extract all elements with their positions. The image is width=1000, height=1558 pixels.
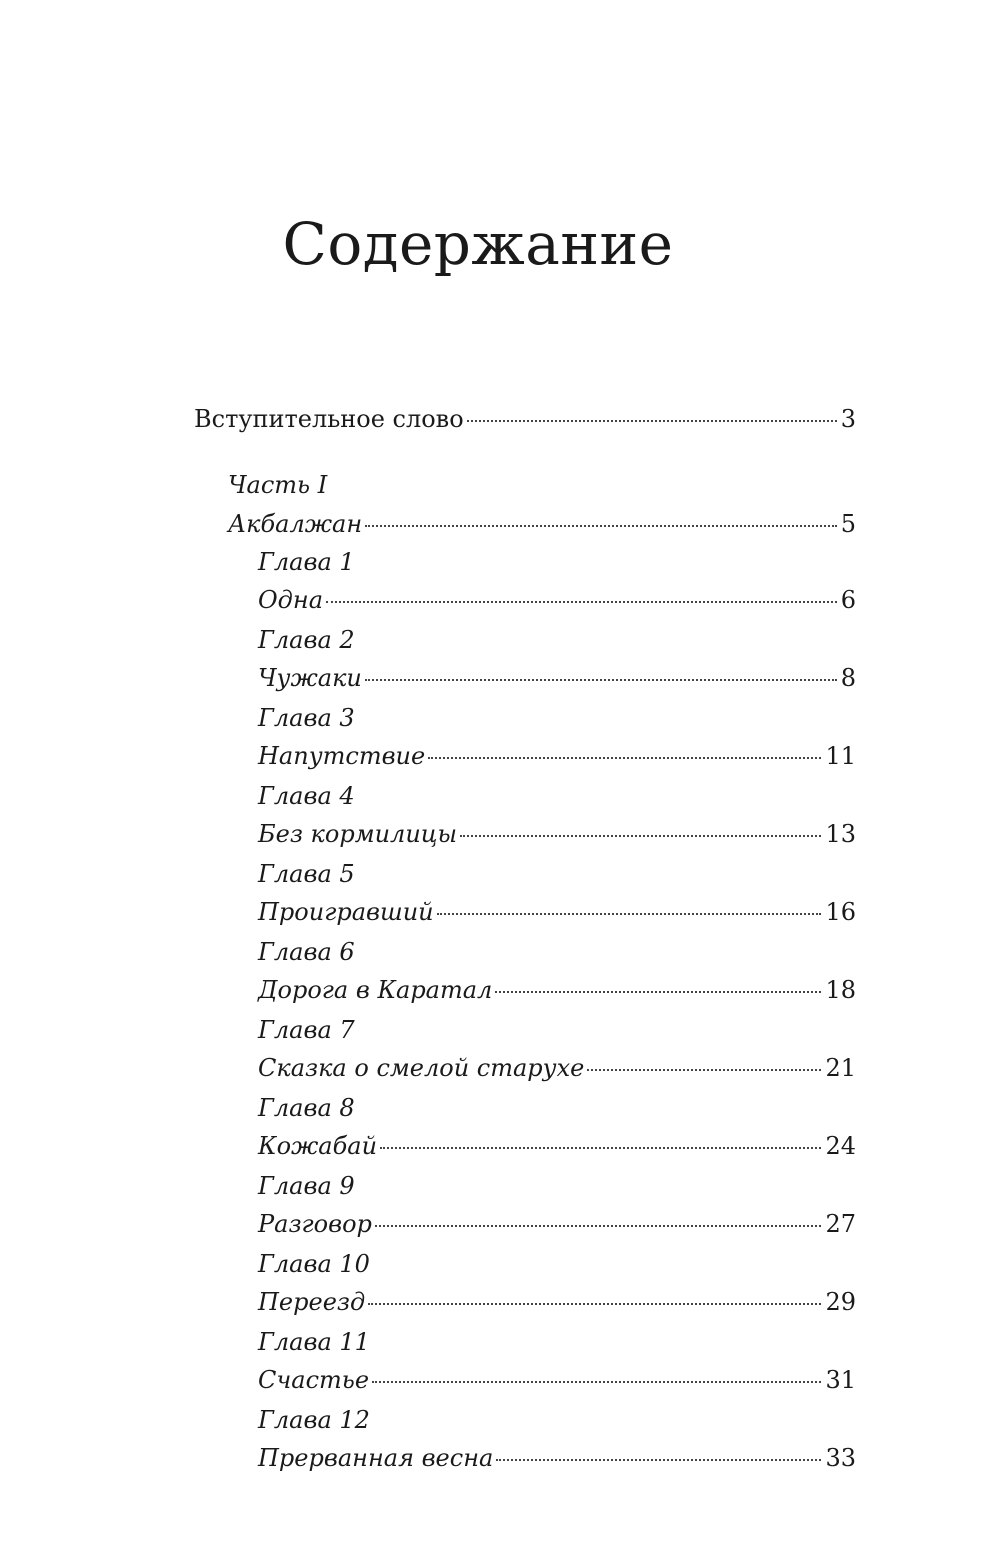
toc-entry-page: 18 [825,976,856,1004]
toc-entry-intro[interactable] [194,402,856,436]
toc-entry-page: 3 [840,405,856,433]
chapter-label: Глава 8 [258,1094,355,1122]
toc-entry-chapter[interactable] [258,661,856,695]
chapter-label: Глава 2 [258,626,355,654]
toc-entry-page: 16 [825,898,856,926]
toc-entry-part[interactable] [228,507,856,541]
toc-entry-title: Сказка о смелой старухе [258,1054,585,1082]
toc-entry-page: 33 [825,1444,856,1472]
dot-leader [372,1381,821,1383]
toc-entry-page: 31 [825,1366,856,1394]
dot-leader [437,913,822,915]
dot-leader [495,991,821,993]
toc-entry-chapter[interactable] [258,1051,856,1085]
chapter-label: Глава 9 [258,1172,355,1200]
toc-entry-chapter[interactable] [258,1129,856,1163]
toc-entry-title: Одна [258,586,324,614]
chapter-label: Глава 10 [258,1250,370,1278]
toc-entry-title: Напутствие [258,742,426,770]
toc-entry-chapter[interactable] [258,739,856,773]
toc-entry-chapter[interactable] [258,1285,856,1319]
dot-leader [380,1147,821,1149]
toc-entry-page: 13 [825,820,856,848]
dot-leader [428,757,821,759]
dot-leader [326,601,837,603]
dot-leader [375,1225,822,1227]
toc-entry-chapter[interactable] [258,1363,856,1397]
page-title: Содержание [282,210,674,278]
chapter-label: Глава 7 [258,1016,355,1044]
toc-entry-title: Кожабай [258,1132,378,1160]
dot-leader [368,1303,821,1305]
toc-entry-title: Без кормилицы [258,820,458,848]
part-label: Часть I [228,471,328,499]
toc-entry-chapter[interactable] [258,973,856,1007]
dot-leader [467,420,837,422]
toc-entry-title: Переезд [258,1288,366,1316]
toc-entry-title: Чужаки [258,664,362,692]
chapter-label: Глава 4 [258,782,355,810]
dot-leader [365,679,837,681]
toc-entry-title: Вступительное слово [194,405,464,433]
toc-entry-page: 21 [825,1054,856,1082]
chapter-label: Глава 1 [258,548,355,576]
toc-entry-chapter[interactable] [258,583,856,617]
toc-entry-page: 11 [825,742,856,770]
chapter-label: Глава 12 [258,1406,370,1434]
chapter-label: Глава 11 [258,1328,370,1356]
toc-entry-title: Разговор [258,1210,372,1238]
toc-entry-title: Счастье [258,1366,370,1394]
toc-entry-title: Проигравший [258,898,434,926]
chapter-label: Глава 6 [258,938,355,966]
toc-entry-title: Акбалжан [228,510,363,538]
toc-entry-chapter[interactable] [258,817,856,851]
toc-entry-page: 8 [840,664,856,692]
toc-entry-chapter[interactable] [258,895,856,929]
dot-leader [460,835,821,837]
toc-entry-page: 29 [825,1288,856,1316]
chapter-label: Глава 5 [258,860,355,888]
toc-entry-page: 6 [840,586,856,614]
toc-entry-title: Прерванная весна [258,1444,494,1472]
toc-entry-title: Дорога в Каратал [258,976,493,1004]
toc-entry-page: 24 [825,1132,856,1160]
dot-leader [587,1069,821,1071]
chapter-label: Глава 3 [258,704,355,732]
dot-leader [496,1459,821,1461]
dot-leader [365,525,837,527]
toc-entry-page: 27 [825,1210,856,1238]
toc-entry-chapter[interactable] [258,1441,856,1475]
toc-entry-chapter[interactable] [258,1207,856,1241]
toc-entry-page: 5 [840,510,856,538]
